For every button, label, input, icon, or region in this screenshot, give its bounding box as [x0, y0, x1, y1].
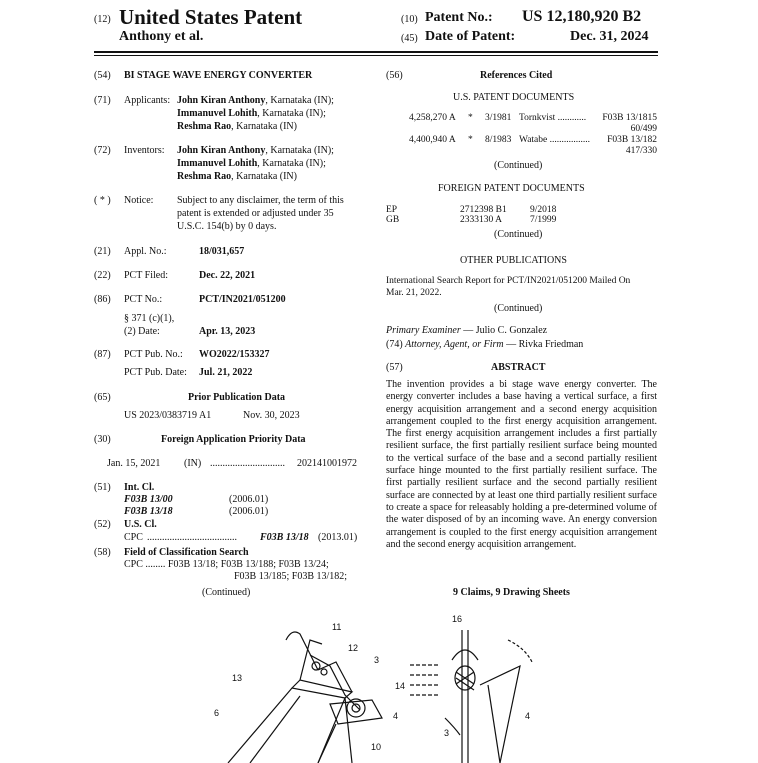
pub-number: WO2022/153327 — [199, 349, 270, 360]
other-pub-line-1: International Search Report for PCT/IN2021/051200 Mailed On — [386, 276, 631, 286]
cpc-version: (2013.01) — [318, 532, 358, 543]
title-code: (54) — [94, 70, 111, 81]
inventor-1: John Kiran Anthony, Karnataka (IN); — [177, 145, 334, 156]
other-pub-line-2: Mar. 21, 2022. — [386, 288, 442, 298]
prior-date: Nov. 30, 2023 — [243, 410, 300, 421]
s371-date: Apr. 13, 2023 — [199, 326, 256, 337]
intcl-label: Int. Cl. — [124, 482, 155, 493]
appl-number: 18/031,657 — [199, 246, 245, 257]
applicants-label: Applicants: — [124, 95, 171, 106]
kind-code: (12) — [94, 14, 111, 25]
patent-no-label: Patent No.: — [425, 10, 493, 25]
notice-label: Notice: — [124, 195, 154, 206]
header-rule — [94, 51, 658, 53]
intcl-code: (51) — [94, 482, 111, 493]
intcl-class-2: F03B 13/18 — [124, 506, 173, 517]
invention-title: BI STAGE WAVE ENERGY CONVERTER — [124, 70, 313, 81]
us-doc-2-number: 4,400,940 A — [409, 135, 456, 145]
patent-no-code: (10) — [401, 14, 418, 25]
pct-filed-label: PCT Filed: — [124, 270, 168, 281]
foreign-country: (IN) — [184, 458, 202, 469]
us-doc-1-number: 4,258,270 A — [409, 113, 456, 123]
pub-no-label: PCT Pub. No.: — [124, 349, 183, 360]
pct-no-code: (86) — [94, 294, 111, 305]
ref-label-13: 13 — [232, 673, 243, 683]
prior-heading: Prior Publication Data — [188, 392, 286, 403]
primary-examiner: Primary Examiner — Julio C. Gonzalez — [386, 325, 548, 336]
foreign-doc-1-country: EP — [386, 205, 398, 215]
prior-pub: US 2023/0383719 A1 — [124, 410, 212, 421]
field-label: Field of Classification Search — [124, 547, 249, 558]
foreign-docs-continued: (Continued) — [494, 229, 543, 240]
other-pubs-heading: OTHER PUBLICATIONS — [460, 255, 567, 266]
foreign-date: Jan. 15, 2021 — [107, 458, 161, 469]
inventors-code: (72) — [94, 145, 111, 156]
pub-date-label: PCT Pub. Date: — [124, 367, 187, 378]
converter-drawing-left — [228, 632, 382, 763]
foreign-doc-2-number: 2333130 A — [460, 215, 502, 225]
applicant-3: Reshma Rao, Karnataka (IN) — [177, 121, 297, 132]
document-title: United States Patent — [119, 5, 303, 29]
pub-no-code: (87) — [94, 349, 111, 360]
us-doc-1-star: * — [468, 113, 473, 123]
us-doc-1-class-2: 60/499 — [630, 124, 657, 134]
cpc-value: F03B 13/18 — [260, 532, 309, 543]
notice-line-2: patent is extended or adjusted under 35 — [177, 208, 334, 219]
uscl-label: U.S. Cl. — [124, 519, 157, 530]
refs-heading: References Cited — [480, 70, 553, 81]
intcl-class-1: F03B 13/00 — [124, 494, 173, 505]
ref-label-11: 11 — [332, 622, 342, 632]
us-doc-2-class: F03B 13/182 — [607, 135, 657, 145]
other-pubs-continued: (Continued) — [494, 303, 543, 314]
applicant-1: John Kiran Anthony, Karnataka (IN); — [177, 95, 334, 106]
us-docs-continued: (Continued) — [494, 160, 543, 171]
notice-line-3: U.S.C. 154(b) by 0 days. — [177, 221, 277, 232]
field-line-2: F03B 13/185; F03B 13/182; — [234, 571, 348, 582]
applicant-2: Immanuvel Lohith, Karnataka (IN); — [177, 108, 326, 119]
patent-number: US 12,180,920 B2 — [522, 8, 642, 25]
us-doc-2-date: 8/1983 — [485, 135, 512, 145]
s371-label-1: § 371 (c)(1), — [124, 313, 175, 324]
ref-label-10: 10 — [371, 742, 382, 752]
cpc-dots: .................................... — [147, 532, 237, 543]
ref-label-6: 6 — [214, 708, 220, 718]
foreign-docs-heading: FOREIGN PATENT DOCUMENTS — [438, 183, 585, 194]
appl-label: Appl. No.: — [124, 246, 167, 257]
us-doc-2-name: Watabe ................. — [519, 135, 590, 145]
inventor-3: Reshma Rao, Karnataka (IN) — [177, 171, 297, 182]
field-code: (58) — [94, 547, 111, 558]
abstract-heading: ABSTRACT — [491, 362, 546, 373]
prior-code: (65) — [94, 392, 111, 403]
uscl-code: (52) — [94, 519, 111, 530]
cpc-label: CPC — [124, 532, 143, 543]
applicants-code: (71) — [94, 95, 111, 106]
intcl-version-2: (2006.01) — [229, 506, 269, 517]
s371-label-2: (2) Date: — [124, 326, 160, 337]
foreign-code: (30) — [94, 434, 111, 445]
appl-code: (21) — [94, 246, 111, 257]
pct-number: PCT/IN2021/051200 — [199, 294, 286, 305]
notice-code: ( * ) — [94, 195, 111, 206]
foreign-heading: Foreign Application Priority Data — [161, 434, 306, 445]
notice-line-1: Subject to any disclaimer, the term of this — [177, 195, 344, 206]
pub-date: Jul. 21, 2022 — [199, 367, 253, 378]
foreign-doc-2-date: 7/1999 — [530, 215, 557, 225]
inventor-2: Immanuvel Lohith, Karnataka (IN); — [177, 158, 326, 169]
refs-code: (56) — [386, 70, 403, 81]
foreign-doc-1-number: 2712398 B1 — [460, 205, 507, 215]
ref-label-12: 12 — [348, 643, 359, 653]
us-doc-2-star: * — [468, 135, 473, 145]
us-docs-heading: U.S. PATENT DOCUMENTS — [453, 92, 575, 103]
attorney: (74) Attorney, Agent, or Firm — Rivka Friedman — [386, 339, 584, 350]
pct-no-label: PCT No.: — [124, 294, 163, 305]
ref-label-3: 3 — [374, 655, 380, 665]
date-code: (45) — [401, 33, 418, 44]
converter-drawing-right — [410, 630, 532, 763]
field-line-1: CPC ........ F03B 13/18; F03B 13/188; F03B 13/24; — [124, 559, 329, 570]
us-doc-1-date: 3/1981 — [485, 113, 512, 123]
foreign-doc-1-date: 9/2018 — [530, 205, 557, 215]
ref-label-3b: 3 — [444, 728, 450, 738]
us-doc-2-class-2: 417/330 — [625, 146, 657, 156]
abstract-text: The invention provides a bi stage wave energy converter. The energy converter includes a base having a vertical surface, a first energy acquisition arrangement and a second energy acquisition arrangement coupled to the first energy acquisition arrangement. The first energy acquisition arrangement includes a first partially resilient surface, the first partially resilient surface being mounted to the vertical surface of the base and a second partially resilient surface hinge mounted to the first partially resilient surface. The first partially resilient surface and the second partially resilient surface are connected by at least one third partially resilient surface to create a space for releasably holding a pre-determined volume of the water disposed of by an incoming wave. An energy conversion arrangement is coupled to the first energy acquisition arrangement and the second energy acquisition arrangement. — [386, 379, 657, 550]
abstract-code: (57) — [386, 362, 403, 373]
intcl-version-1: (2006.01) — [229, 494, 269, 505]
ref-label-16: 16 — [452, 614, 463, 624]
date-of-patent: Dec. 31, 2024 — [570, 29, 649, 44]
ref-label-4: 4 — [393, 711, 399, 721]
us-doc-1-name: Tornkvist ............ — [519, 113, 587, 123]
foreign-doc-2-country: GB — [386, 215, 400, 225]
pct-filed-date: Dec. 22, 2021 — [199, 270, 256, 281]
date-label: Date of Patent: — [425, 29, 516, 44]
us-doc-1-class: F03B 13/1815 — [602, 113, 657, 123]
ref-label-4b: 4 — [525, 711, 531, 721]
patent-figure — [0, 600, 758, 763]
ref-label-14: 14 — [395, 681, 406, 691]
inventor-short: Anthony et al. — [119, 29, 204, 44]
foreign-number: 202141001972 — [297, 458, 357, 469]
inventors-label: Inventors: — [124, 145, 165, 156]
foreign-dots: .............................. — [210, 458, 285, 469]
pct-filed-code: (22) — [94, 270, 111, 281]
header-rule-thin — [94, 55, 658, 56]
claims-summary: 9 Claims, 9 Drawing Sheets — [453, 587, 570, 598]
left-continued: (Continued) — [202, 587, 251, 598]
